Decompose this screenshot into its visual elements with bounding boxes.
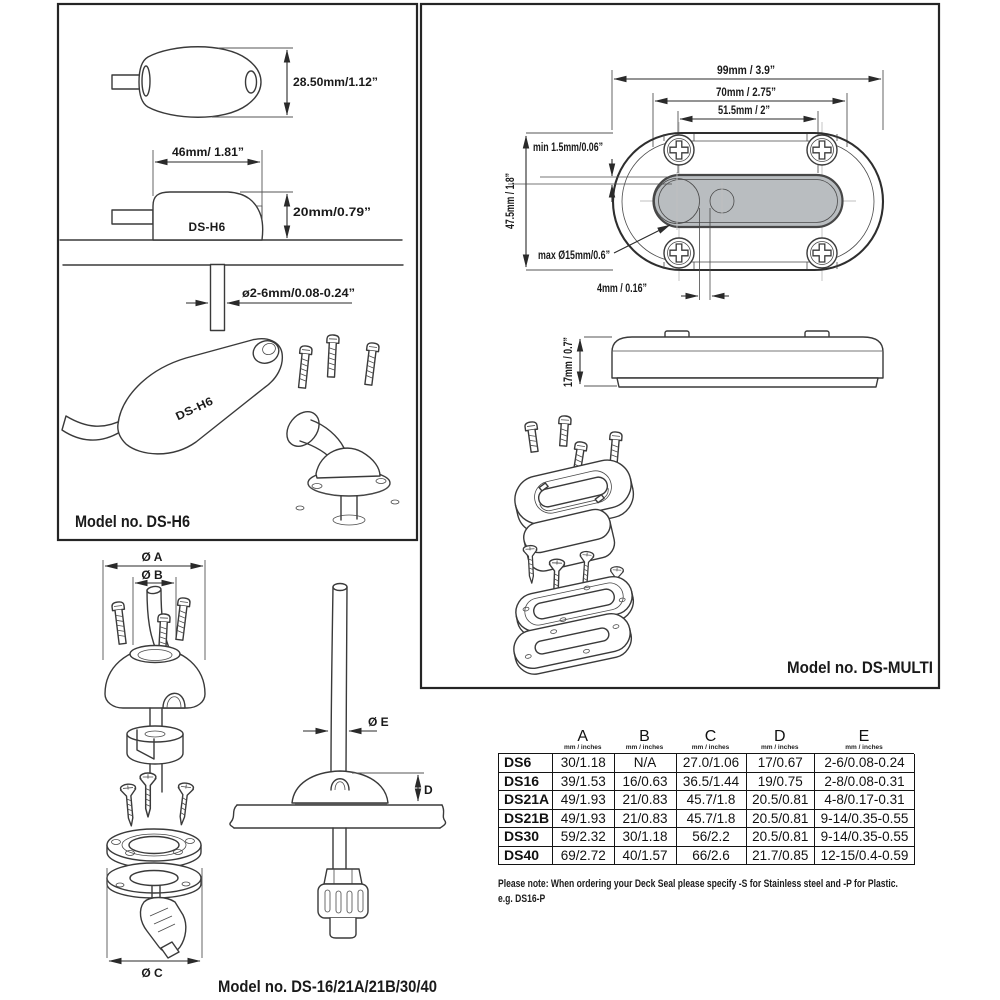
cell-a: 59/2.32 xyxy=(553,828,615,847)
cell-d: 17/0.67 xyxy=(747,754,816,773)
spec-table xyxy=(498,729,914,865)
cell-b: 21/0.83 xyxy=(615,791,677,810)
ds-h6-cable-section xyxy=(63,265,403,331)
col-header-c xyxy=(676,729,746,753)
cell-b: 30/1.18 xyxy=(615,828,677,847)
col-unit-d: mm / inches xyxy=(760,744,799,751)
cell-model: DS30 xyxy=(499,828,553,847)
dim-height-top: 28.50mm/1.12” xyxy=(293,75,378,89)
cell-d: 19/0.75 xyxy=(747,773,816,792)
spec-table-body xyxy=(498,753,914,865)
dim-slot-width: 51.5mm / 2” xyxy=(718,103,770,117)
caption-ds-round: Model no. DS-16/21A/21B/30/40 xyxy=(218,977,437,996)
cell-e: 12-15/0.4-0.59 xyxy=(815,847,915,866)
dim-web: 4mm / 0.16” xyxy=(597,281,647,295)
dim-max-hole: max Ø15mm/0.6” xyxy=(538,248,610,262)
cell-d: 20.5/0.81 xyxy=(747,791,816,810)
cell-model: DS21A xyxy=(499,791,553,810)
cell-a: 30/1.18 xyxy=(553,754,615,773)
spec-table-header xyxy=(498,729,914,753)
cell-b: 40/1.57 xyxy=(615,847,677,866)
dim-overall-height: 47.5mm / 1.8” xyxy=(503,151,517,229)
caption-ds-multi: Model no. DS-MULTI xyxy=(787,658,933,677)
ds-h6-iso-view xyxy=(62,335,399,525)
cell-a: 39/1.53 xyxy=(553,773,615,792)
dim-a: Ø A xyxy=(141,550,163,564)
dim-b: Ø B xyxy=(141,568,163,582)
device-label-side: DS-H6 xyxy=(188,222,226,234)
seal-slot xyxy=(654,175,843,227)
cell-model: DS16 xyxy=(499,773,553,792)
device-label-3d: DS-H6 xyxy=(174,397,212,424)
profile-body xyxy=(612,337,883,378)
swivel-base xyxy=(316,448,380,478)
table-row xyxy=(499,847,914,866)
dim-height-side: 20mm/0.79” xyxy=(293,205,371,219)
cell-d: 20.5/0.81 xyxy=(747,810,816,829)
ds-h6-side-view xyxy=(60,145,402,240)
pipe xyxy=(331,587,347,772)
col-letter-c: C xyxy=(704,728,717,745)
table-row xyxy=(499,791,914,810)
col-letter-e: E xyxy=(858,728,870,745)
pipe-stub xyxy=(330,918,356,938)
upper-flange-disc xyxy=(107,829,201,868)
flange-screw xyxy=(807,238,837,268)
cell-b: 16/0.63 xyxy=(615,773,677,792)
cable-stub-side xyxy=(112,210,153,224)
cable-hole xyxy=(211,265,225,331)
cell-a: 49/1.93 xyxy=(553,791,615,810)
panel-ds-h6 xyxy=(58,4,417,540)
lower-gasket-disc xyxy=(107,863,201,898)
cell-e: 9-14/0.35-0.55 xyxy=(815,828,915,847)
deck-plank xyxy=(230,805,446,828)
ordering-note-line2: e.g. DS16-P xyxy=(498,893,546,905)
col-letter-a: A xyxy=(577,728,589,745)
col-letter-b: B xyxy=(639,728,650,745)
cell-model: DS40 xyxy=(499,847,553,866)
dim-c: Ø C xyxy=(141,966,163,980)
dim-min-edge: min 1.5mm/0.06” xyxy=(533,140,603,154)
cell-c: 45.7/1.8 xyxy=(677,791,747,810)
ordering-note xyxy=(498,877,1000,907)
ds-round-installed xyxy=(230,584,446,939)
col-unit-c: mm / inches xyxy=(691,744,730,751)
table-row xyxy=(499,773,914,792)
col-unit-b: mm / inches xyxy=(625,744,664,751)
ds-round-exploded xyxy=(103,550,205,980)
cell-b: 21/0.83 xyxy=(615,810,677,829)
hex-collar xyxy=(324,869,362,884)
table-row xyxy=(499,828,914,847)
cell-e: 4-8/0.17-0.31 xyxy=(815,791,915,810)
col-header-a xyxy=(552,729,614,753)
table-row xyxy=(499,810,914,829)
cell-c: 66/2.6 xyxy=(677,847,747,866)
cell-model: DS21B xyxy=(499,810,553,829)
col-header-e xyxy=(814,729,914,753)
cell-e: 2-6/0.08-0.24 xyxy=(815,754,915,773)
cell-d: 21.7/0.85 xyxy=(747,847,816,866)
panel-ds-multi xyxy=(421,4,939,688)
dim-profile-height: 17mm / 0.7” xyxy=(561,319,575,387)
ordering-note-line1: Please note: When ordering your Deck Seal please specify -S for Stainless steel and -P for Plastic. xyxy=(498,878,898,890)
swivel-collar xyxy=(280,405,325,452)
cable-3d xyxy=(62,416,124,440)
locking-nut xyxy=(318,884,368,918)
cell-c: 27.0/1.06 xyxy=(677,754,747,773)
ds-multi-exploded xyxy=(510,416,638,678)
cell-a: 69/2.72 xyxy=(553,847,615,866)
col-header-b xyxy=(614,729,676,753)
dim-overall-width: 99mm / 3.9” xyxy=(717,63,775,77)
dim-cable: ø2-6mm/0.08-0.24” xyxy=(242,286,355,300)
cell-a: 49/1.93 xyxy=(553,810,615,829)
cell-b: N/A xyxy=(615,754,677,773)
dim-width: 46mm/ 1.81” xyxy=(172,145,244,159)
split-collar xyxy=(127,726,183,764)
cell-c: 45.7/1.8 xyxy=(677,810,747,829)
ds-multi-side-view xyxy=(561,319,883,387)
col-header-model xyxy=(498,729,552,753)
dim-d: D xyxy=(424,783,433,797)
cell-e: 2-8/0.08-0.31 xyxy=(815,773,915,792)
col-unit-a: mm / inches xyxy=(563,744,602,751)
flange-screw xyxy=(664,238,694,268)
profile-gasket xyxy=(617,378,878,387)
cell-model: DS6 xyxy=(499,754,553,773)
panel-ds-round xyxy=(103,550,446,996)
flange-screw xyxy=(664,135,694,165)
col-letter-d: D xyxy=(773,728,786,745)
table-row xyxy=(499,754,914,773)
col-unit-e: mm / inches xyxy=(845,744,883,751)
col-header-d xyxy=(746,729,815,753)
ds-multi-top-view xyxy=(613,122,883,281)
cell-e: 9-14/0.35-0.55 xyxy=(815,810,915,829)
caption-ds-h6: Model no. DS-H6 xyxy=(75,512,190,531)
ds-h6-top-view xyxy=(112,47,378,118)
ds-multi-dims-top xyxy=(612,63,883,173)
cell-c: 56/2.2 xyxy=(677,828,747,847)
dim-bolt-spacing: 70mm / 2.75” xyxy=(716,85,776,99)
cell-d: 20.5/0.81 xyxy=(747,828,816,847)
flange-screw xyxy=(807,135,837,165)
cell-c: 36.5/1.44 xyxy=(677,773,747,792)
dim-e: Ø E xyxy=(368,715,389,729)
